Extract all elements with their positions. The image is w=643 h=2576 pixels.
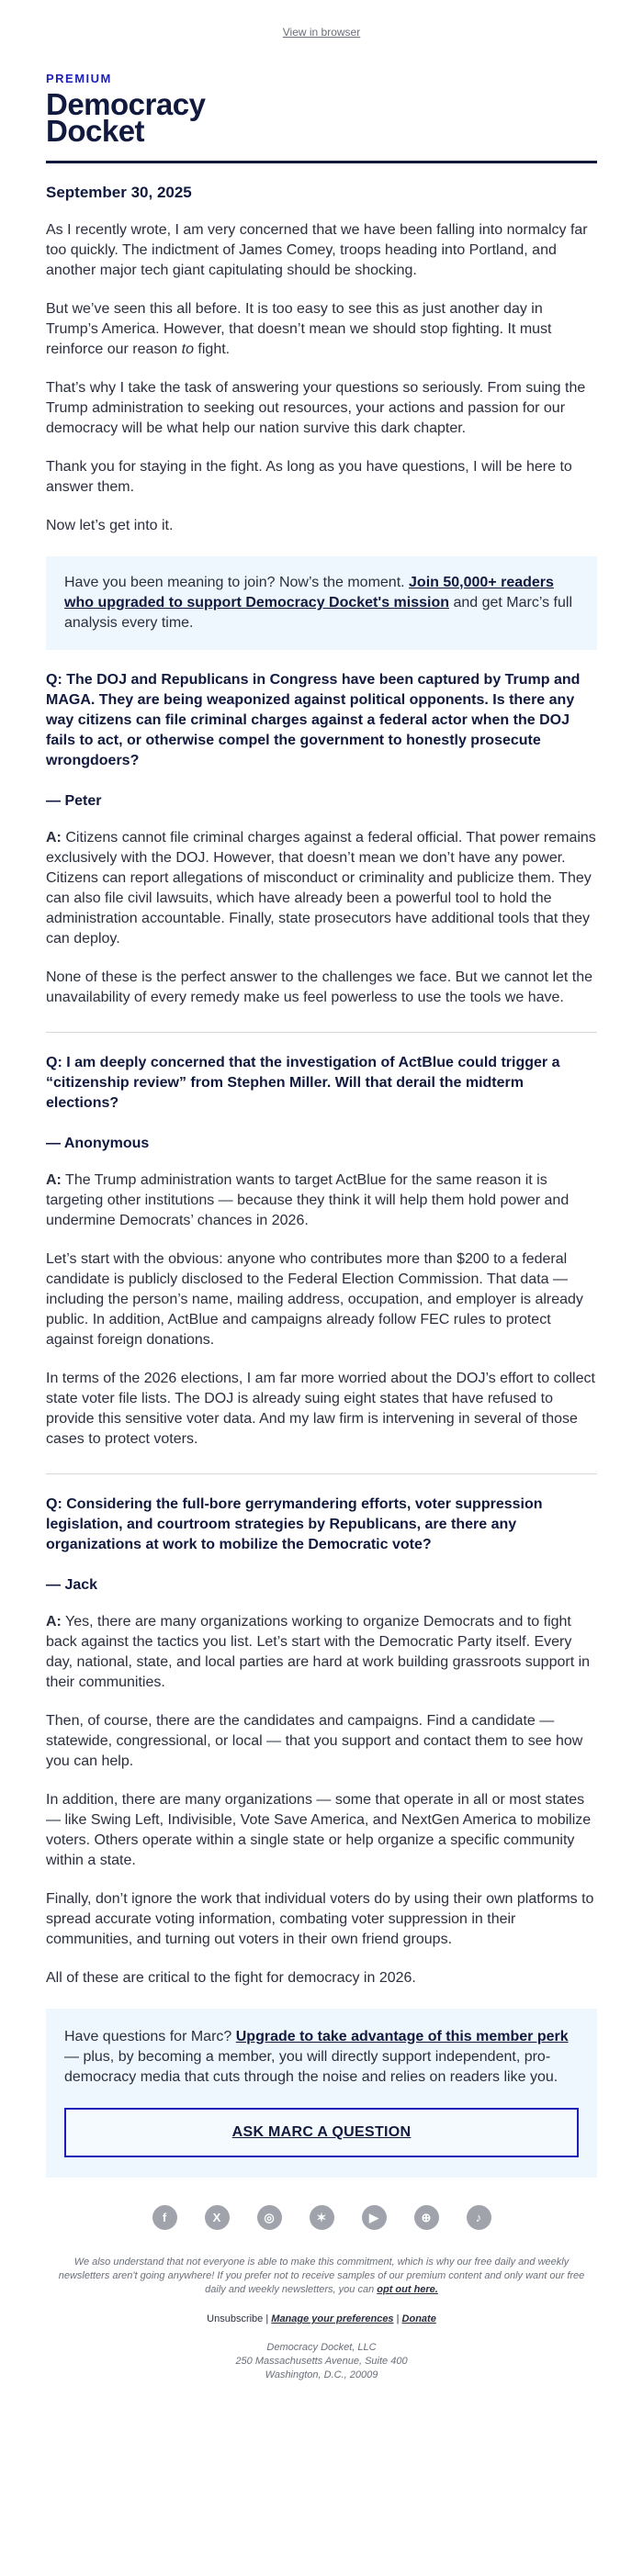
answer-paragraph: In terms of the 2026 elections, I am far more worried about the DOJ’s effort to collect state voter file lists. The DOJ is already suing eight states that have refused to provide this sensitive voter data. And my law firm is intervening in several of those cases to protect voters.: [46, 1371, 595, 1447]
join-cta-lead: Have you been meaning to join? Now’s the moment.: [64, 575, 410, 590]
footer-note-text: We also understand that not everyone is able to make this commitment, which is why our free daily and weekly newsletters aren't going anywhere! If you prefer not to receive samples of our premium content and only want our free daily and weekly newsletters, you can: [58, 2257, 585, 2295]
footer-separator: |: [263, 2313, 272, 2324]
social-links: [46, 2205, 597, 2230]
answer-paragraph: Then, of course, there are the candidates and campaigns. Find a candidate — statewide, congressional, or local — that you support and contact them to see how you can help.: [46, 1713, 583, 1769]
ask-marc-button[interactable]: ASK MARC A QUESTION: [64, 2108, 579, 2157]
answer-paragraph: In addition, there are many organizations — some that operate in all or most states — like Swing Left, Indivisible, Vote Save America, and NextGen America to mobilize voters. Others operate within a single state or help organize a specific community within a state.: [46, 1792, 592, 1868]
intro-paragraph: As I recently wrote, I am very concerned that we have been falling into normalcy far too quickly. The indictment of James Comey, troops heading into Portland, and another major tech giant capitulating should be shocking.: [46, 222, 588, 278]
answer-text: Citizens cannot file criminal charges against a federal official. That power remains exclusively with the DOJ. However, that doesn’t mean we don’t have any power. Citizens can report allegations of misconduct or criminality and publicize them. They can also file civil lawsuits, which have already been a powerful tool to hold the administration accountable. Finally, state prosecutors have additional tools that they can deploy.: [46, 830, 596, 946]
intro-text: But we’ve seen this all before. It is too easy to see this as just another day in Trump’s America. However, that doesn’t mean we should stop fighting. It must reinforce our reason: [46, 301, 552, 357]
logo-brand-line1: Democracy: [46, 87, 206, 121]
answer-label: A:: [46, 1172, 62, 1188]
answer-text: Yes, there are many organizations working to organize Democrats and to fight back against the tactics you list. Let’s start with the Democratic Party itself. Every day, national, state, and local parties are hard at work building grassroots support in their communities.: [46, 1614, 591, 1690]
answer-paragraph: [46, 1170, 597, 1231]
tiktok-icon[interactable]: ♪: [467, 2205, 491, 2230]
member-cta-link[interactable]: Upgrade to take advantage of this member perk: [235, 2029, 569, 2044]
question: Q: I am deeply concerned that the investigation of ActBlue could trigger a “citizenship review” from Stephen Miller. Will that derail the midterm elections?: [46, 1055, 560, 1111]
answer-paragraph: Finally, don’t ignore the work that individual voters do by using their own platforms to spread accurate voting information, combating voter suppression in their communities, and turning out voters in their own friend groups.: [46, 1891, 594, 1947]
intro-paragraph: That’s why I take the task of answering your questions so seriously. From suing the Trump administration to seeking out resources, your actions and passion for our democracy will be what help our nation survive this dark chapter.: [46, 380, 586, 436]
logo-brand-line2: Docket: [46, 114, 145, 148]
issue-date: September 30, 2025: [46, 184, 192, 201]
join-cta-link[interactable]: Join 50,000+ readers who upgraded to support Democracy Docket's mission: [64, 575, 554, 610]
view-in-browser-link[interactable]: View in browser: [282, 26, 361, 39]
question-author: — Anonymous: [46, 1136, 150, 1151]
manage-preferences-link[interactable]: Manage your preferences: [271, 2313, 394, 2324]
answer-paragraph: All of these are critical to the fight for democracy in 2026.: [46, 1970, 416, 1986]
question: Q: Considering the full-bore gerrymandering efforts, voter suppression legislation, and courtroom strategies by Republicans, are there any organizations at work to mobilize the Democratic vote?: [46, 1496, 543, 1552]
join-cta-box: [46, 556, 597, 650]
section-divider: [46, 1473, 597, 1474]
address-city: Washington, D.C., 20009: [265, 2369, 378, 2380]
answer-paragraph: [46, 1612, 597, 1693]
question-author: — Jack: [46, 1577, 98, 1593]
footer-note: [46, 2256, 597, 2297]
footer-address: [46, 2341, 597, 2382]
logo[interactable]: [46, 72, 597, 148]
donate-link[interactable]: Donate: [401, 2313, 436, 2324]
member-cta-tail: — plus, by becoming a member, you will directly support independent, pro-democracy media that cuts through the noise and relies on readers like you.: [64, 2049, 558, 2085]
address-street: 250 Massachusetts Avenue, Suite 400: [235, 2356, 408, 2367]
x-icon[interactable]: X: [205, 2205, 230, 2230]
header-divider: [46, 161, 597, 163]
youtube-icon[interactable]: ▶: [362, 2205, 387, 2230]
answer-paragraph: [46, 828, 597, 949]
answer-paragraph: Let’s start with the obvious: anyone who contributes more than $200 to a federal candidate is publicly disclosed to the Federal Election Commission. That data — including the person’s name, mailing address, occupation, and employer is already public. In addition, ActBlue and campaigns already follow FEC rules to protect against foreign donations.: [46, 1251, 583, 1348]
footer-separator: |: [393, 2313, 402, 2324]
logo-brand-name: [46, 87, 597, 148]
question-author: — Peter: [46, 793, 102, 809]
intro-text: fight.: [193, 342, 231, 357]
answer-paragraph: None of these is the perfect answer to the challenges we face. But we cannot let the unavailability of every remedy make us feel powerless to use the tools we have.: [46, 969, 593, 1005]
join-cta-tail: and get Marc’s full analysis every time.: [64, 595, 572, 631]
intro-paragraph: Thank you for staying in the fight. As long as you have questions, I will be here to answer them.: [46, 459, 572, 495]
member-cta-lead: Have questions for Marc?: [64, 2029, 236, 2044]
answer-text: The Trump administration wants to target ActBlue for the same reason it is targeting other institutions — because they think it will help them hold power and undermine Democrats’ chances in 2026.: [46, 1172, 570, 1228]
bluesky-icon[interactable]: ✶: [310, 2205, 334, 2230]
website-icon[interactable]: ⊕: [414, 2205, 439, 2230]
member-cta-box: [46, 2009, 597, 2178]
logo-premium-label: PREMIUM: [46, 72, 112, 85]
address-org: Democracy Docket, LLC: [266, 2342, 377, 2353]
intro-paragraph: Now let’s get into it.: [46, 518, 174, 533]
section-divider: [46, 1032, 597, 1033]
answer-label: A:: [46, 1614, 62, 1630]
question: Q: The DOJ and Republicans in Congress have been captured by Trump and MAGA. They are being weaponized against political opponents. Is there any way citizens can file criminal charges against a federal actor when the DOJ fails to act, or otherwise compel the government to honestly prosecute wrongdoers?: [46, 672, 581, 768]
facebook-icon[interactable]: f: [152, 2205, 177, 2230]
unsubscribe-link[interactable]: Unsubscribe: [207, 2313, 264, 2324]
answer-label: A:: [46, 830, 62, 846]
instagram-icon[interactable]: ◎: [257, 2205, 282, 2230]
intro-emphasis: to: [181, 342, 194, 357]
opt-out-link[interactable]: opt out here.: [377, 2284, 438, 2295]
footer-links: [46, 2313, 597, 2324]
intro-paragraph: [46, 299, 597, 360]
